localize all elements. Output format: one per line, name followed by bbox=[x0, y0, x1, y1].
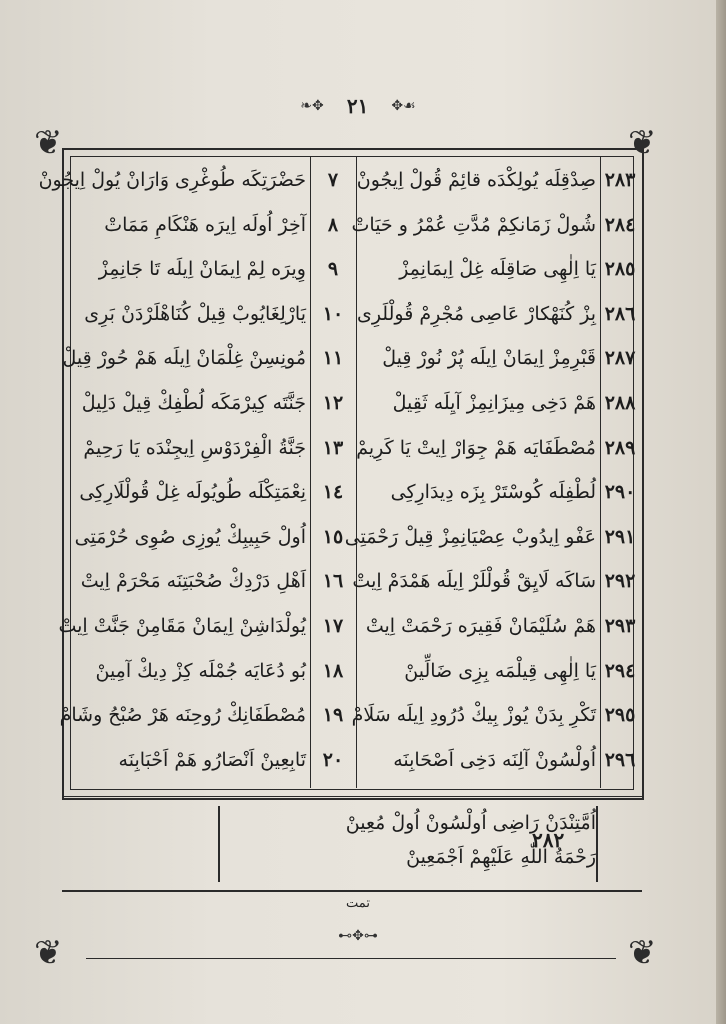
right-verse-number: ٢٨٦ bbox=[604, 302, 636, 325]
footer-left-bar bbox=[218, 806, 220, 882]
left-verse-text: وِيرَه لِمْ اِيمَانْ اِيلَه تَا جَانِمِزْ bbox=[98, 258, 306, 281]
left-verse-number: ١٢ bbox=[322, 392, 344, 414]
left-verse-text: بُو دُعَايَه جُمْلَه كِزْ دِيكْ آمِينْ bbox=[95, 659, 306, 682]
left-verse-number: ١٤ bbox=[322, 481, 344, 504]
left-verse-text: حَضْرَتِكَه طُوغْرِى وَارَانْ يُولْ اِيجُونْ bbox=[38, 169, 306, 191]
footer-verse-line-1: اُمَّتِنْدَنْ رَاضِى اُولْسُونْ اُولْ مُعِينْ bbox=[345, 812, 596, 834]
page-edge bbox=[716, 0, 726, 1024]
corner-ornament-top-left: ❦ bbox=[34, 123, 63, 163]
right-verse-number: ٢٩٥ bbox=[604, 704, 636, 727]
left-verse-number: ٧ bbox=[327, 169, 339, 191]
left-verse-text: جَنَّةُ الْفِرْدَوْسِ اِيجِنْدَه يَا رَحِيمْ bbox=[83, 436, 306, 459]
left-verse-text: نِعْمَتِكْلَه طُويُولَه غِلْ قُولْلَارِكِى bbox=[79, 481, 306, 504]
frame-bottom-rule bbox=[62, 796, 642, 797]
right-verse-text: قَبْرِمِزْ اِيمَانْ اِيلَه پُرْ نُورْ قِيلْ bbox=[382, 347, 596, 370]
right-verse-number: ٢٩٤ bbox=[604, 659, 636, 682]
left-verse-number: ١٧ bbox=[322, 615, 344, 637]
left-verse-text: جَنَّتَه كِيرْمَكَه لُطْفِكْ قِيلْ دَلِيلْ bbox=[81, 392, 306, 414]
left-verse-number: ١٥ bbox=[322, 525, 344, 548]
right-verse-text: صِدْقِلَه يُولِكْدَه قائِمْ قُولْ اِيجُونْ bbox=[356, 169, 596, 191]
colophon: تمت bbox=[346, 896, 370, 911]
left-verse-text: يَارْلِغَايُوبْ قِيلْ كُنَاهْلَرْدَنْ بَرِى bbox=[84, 302, 306, 325]
bottom-rule-2 bbox=[86, 958, 616, 959]
right-verse-number: ٢٩٦ bbox=[604, 748, 636, 771]
right-verse-text: يَا اِلٰهِى قِيلْمَه بِزِى ضَالِّينْ bbox=[404, 659, 596, 682]
footer-verse-number: ٢٨٢ bbox=[532, 828, 565, 852]
left-verse-text: آخِرْ اُولَه اِيرَه هَنْكَامِ مَمَاتْ bbox=[104, 213, 306, 236]
right-verse-text: بِزْ كُنَهْكارْ عَاصِى مُجْرِمْ قُولْلَرِى bbox=[356, 302, 596, 325]
right-verse-number: ٢٨٤ bbox=[604, 213, 636, 236]
right-verse-number: ٢٩١ bbox=[604, 525, 636, 548]
corner-ornament-top-right: ❦ bbox=[628, 123, 657, 163]
column-divider-center bbox=[356, 156, 357, 788]
left-verse-number: ١١ bbox=[322, 347, 344, 370]
page-number: ٢١ bbox=[346, 94, 369, 118]
corner-ornament-bottom-right: ❦ bbox=[628, 933, 657, 973]
right-verse-text: هَمْ سُلَيْمَانْ فَقِيرَه رَحْمَتْ اِيتْ bbox=[365, 615, 596, 637]
right-verse-number: ٢٨٥ bbox=[604, 258, 636, 281]
right-verse-text: سَاكَه لَايِقْ قُولْلَرْ اِيلَه هَمْدَمْ اِيتْ bbox=[352, 570, 596, 593]
right-verse-text: اُولْسُونْ آلِنَه دَخِى اَصْحَابِنَه bbox=[393, 748, 596, 771]
left-verse-number: ٢٠ bbox=[322, 748, 344, 771]
left-verse-number: ١٩ bbox=[322, 704, 344, 727]
left-verse-text: مُونِسِنْ غِلْمَانْ اِيلَه هَمْ حُورْ قِيلْ bbox=[62, 347, 306, 370]
header-ornament-right: ✥☙ bbox=[391, 98, 416, 114]
bottom-ornament: ⊷✥⊶ bbox=[338, 928, 378, 944]
left-verse-number: ١٣ bbox=[322, 436, 344, 459]
left-verse-number: ٨ bbox=[327, 213, 339, 236]
left-verse-number: ١٨ bbox=[322, 659, 344, 682]
right-verse-number: ٢٨٩ bbox=[604, 436, 636, 459]
right-verse-text: مُصْطَفَايَه هَمْ جِوَارْ اِيتْ يَا كَرِيمْ bbox=[356, 436, 596, 459]
right-verse-number: ٢٨٧ bbox=[604, 347, 636, 370]
right-verse-number: ٢٩٢ bbox=[604, 570, 636, 593]
footer-verse-line-2: رَحْمَةُ اللّٰهِ عَلَيْهِمْ اَجْمَعِينْ bbox=[406, 846, 596, 868]
header-ornament-left: ❧✥ bbox=[300, 98, 324, 114]
left-verse-number: ١٠ bbox=[322, 302, 344, 325]
left-verse-text: مُصْطَفَانِكْ رُوحِنَه هَرْ صُبْحُ وشَامْ bbox=[59, 704, 306, 727]
right-verse-text: لُطْفِلَه كُوسْتَرْ بِزَه دِيدَارِكِى bbox=[390, 481, 596, 504]
left-verse-number: ١٦ bbox=[322, 570, 344, 593]
footer-right-bar bbox=[596, 806, 598, 882]
right-verse-number: ٢٨٨ bbox=[604, 392, 636, 414]
left-verse-number: ٩ bbox=[327, 258, 339, 281]
right-verse-number: ٢٩٠ bbox=[604, 481, 636, 504]
left-verse-text: يُولْدَاشِنْ اِيمَانْ مَقَامِنْ جَنَّتْ اِيتْ bbox=[58, 615, 306, 637]
column-divider-left-num bbox=[310, 156, 311, 788]
left-verse-text: تَابِعِينْ اَنْصَارُو هَمْ اَحْبَابِنَه bbox=[118, 748, 306, 771]
right-verse-text: يَا اِلٰهِى صَاقِلَه غِلْ اِيمَانِمِزْ bbox=[399, 258, 596, 281]
right-verse-text: هَمْ دَخِى مِيزَانِمِزْ آيِلَه ثَقِيلْ bbox=[392, 392, 596, 414]
right-verse-number: ٢٩٣ bbox=[604, 615, 636, 637]
corner-ornament-bottom-left: ❦ bbox=[34, 933, 63, 973]
right-verse-number: ٢٨٣ bbox=[604, 169, 636, 191]
right-verse-text: شُولْ زَمَانكِمْ مُدَّتِ عُمْرُ و حَيَاتْ bbox=[351, 213, 596, 236]
bottom-rule-1 bbox=[62, 890, 642, 892]
left-verse-text: اُولْ حَبِيبِكْ يُوزِى صُوِى حُرْمَتِى bbox=[74, 525, 306, 548]
page-header bbox=[0, 94, 716, 118]
left-verse-text: اَهْلِ دَرْدِكْ صُحْبَتِنَه مَحْرَمْ اِيتْ bbox=[80, 570, 306, 593]
right-verse-text: عَفْو اِيدُوبْ عِصْيَانِمِزْ قِيلْ رَحْمَتِى bbox=[344, 525, 596, 548]
right-verse-text: تَكْرِ بِدَنْ يُوزْ بِيكْ دُرُودِ اِيلَه سَلَامْ bbox=[351, 704, 596, 727]
